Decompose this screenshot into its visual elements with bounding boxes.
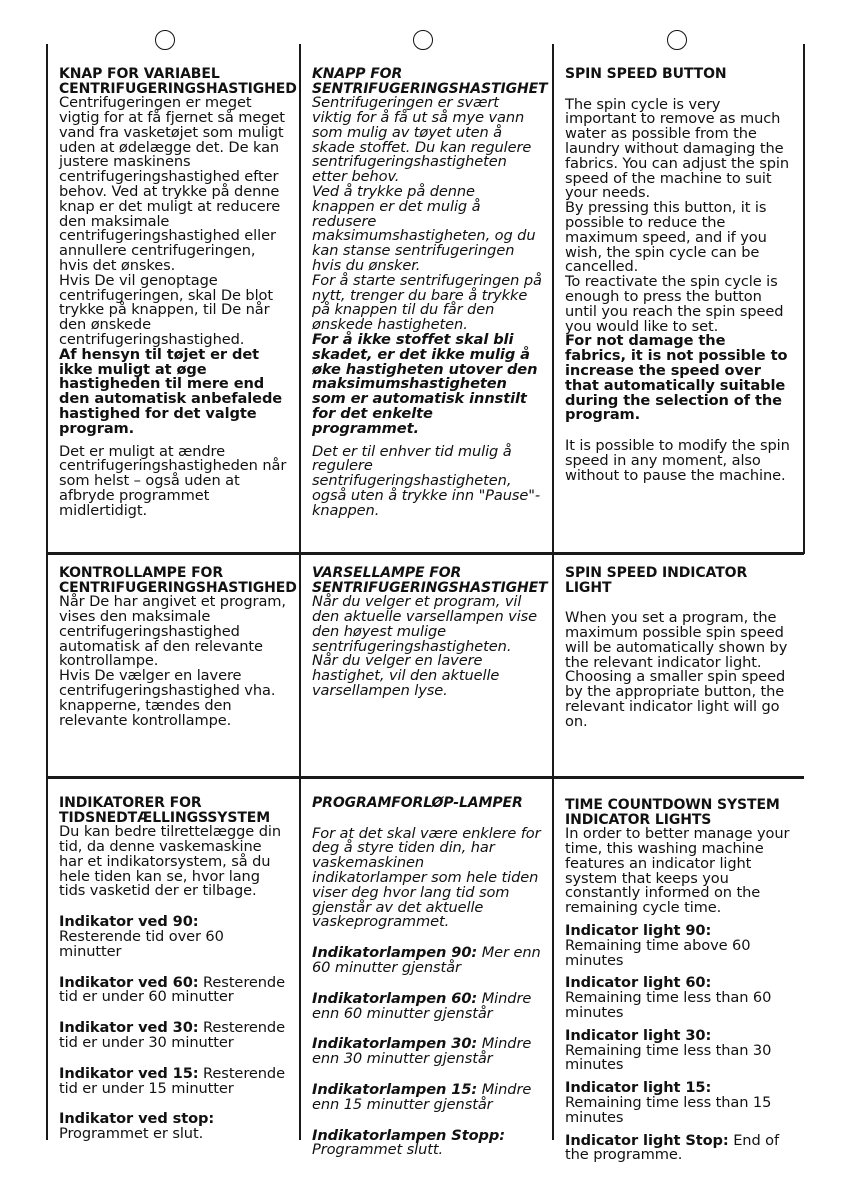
- spin-speed-button-en: [565, 67, 791, 484]
- spin-speed-button-da: [59, 66, 297, 519]
- paragraph: Når De har angivet et program, vises den maksimale centrifugeringshastighed automatisk af den relevante kontrollampe.: [59, 593, 286, 670]
- indicator-text: Remaining time less than 60 minutes: [565, 989, 772, 1021]
- spin-speed-indicator-da: [59, 565, 297, 729]
- indicator-item: [565, 1026, 791, 1074]
- indicator-label: Indicator light 90:: [565, 921, 712, 939]
- indicator-text: Remaining time less than 15 minutes: [565, 1093, 772, 1126]
- paragraph: To reactivate the spin cycle is enough to press the button until you reach the spin speed you would like to set.: [565, 273, 784, 335]
- indicator-text: Resterende tid er under 60 minutter: [59, 973, 285, 1006]
- paragraph: Ved å trykke på denne knappen er det mulig å redusere maksimumshastigheten, og du kan stanse sentrifugeringen hvis du ønsker.: [312, 182, 536, 274]
- countdown-indicators-no: [312, 796, 542, 1158]
- column-divider-mid2: [552, 44, 554, 1140]
- indicator-text: Mindre enn 60 minutter gjenstår: [312, 989, 532, 1022]
- spin-speed-indicator-en: [565, 566, 791, 730]
- warning-text: For not damage the fabrics, it is not possible to increase the speed over that automatically suitable during the selection of the program.: [565, 332, 788, 424]
- indicator-item: [312, 946, 542, 976]
- column-divider-mid1: [299, 44, 301, 1140]
- paragraph: Centrifugeringen er meget vigtig for at få fjernet så meget vand fra vasketøjet som muligt uden at ødelægge det. De kan justere maskinens centrifugeringshastighed efter behov. Ved at trykke på denne knap er det muligt at reducere den maksimale centrifugeringshastighed eller annullere centrifugeringen, hvis det ønskes.: [59, 94, 285, 274]
- paragraph: Når du velger en lavere hastighet, vil den aktuelle varsellampen lyse.: [312, 652, 500, 699]
- paragraph: Når du velger et program, vil den aktuelle varsellampen vise den høyest mulige sentrifugeringshastigheten.: [312, 593, 538, 655]
- indicator-label: Indikatorlampen 90:: [312, 944, 478, 962]
- section-title: VARSELLAMPE FOR SENTRIFUGERINGSHASTIGHET: [312, 565, 548, 596]
- paragraph: Det er til enhver tid mulig å regulere sentrifugeringshastigheten, også uten å trykke inn "Pause"-knappen.: [312, 442, 541, 519]
- warning-text: For å ikke stoffet skal bli skadet, er det ikke mulig å øke hastigheten utover den maksimumshastigheten som er automatisk innstilt for det enkelte programmet.: [312, 330, 538, 437]
- warning-text: Af hensyn til tøjet er det ikke muligt at øge hastigheden til mere end den automatisk anbefalede hastighed for det valgte program.: [59, 345, 283, 437]
- indicator-label: Indikatorlampen 30:: [312, 1035, 478, 1053]
- indicator-label: Indikatorlampen 15:: [312, 1080, 478, 1098]
- section-title: KONTROLLAMPE FOR CENTRIFUGERINGSHASTIGHED: [59, 565, 297, 596]
- paragraph: For å starte sentrifugeringen på nytt, trenger du bare å trykke på knappen til du får den ønskede hastigheten.: [312, 271, 542, 334]
- column-divider-left: [46, 44, 48, 1140]
- indicator-label: Indicator light 15:: [565, 1079, 712, 1097]
- paragraph: Du kan bedre tilrettelægge din tid, da denne vaskemaskine har et indikatorsystem, så du hele tiden kan se, hvor lang tids vasketid der er tilbage.: [59, 823, 281, 900]
- indicator-text: Programmet slutt.: [312, 1141, 443, 1159]
- spin-speed-indicator-no: [312, 565, 548, 699]
- indicator-text: Remaining time above 60 minutes: [565, 936, 751, 969]
- indicator-label: Indicator light 30:: [565, 1026, 712, 1044]
- indicator-item: [59, 1112, 289, 1142]
- paragraph: It is possible to modify the spin speed in any moment, also without to pause the machine.: [565, 437, 790, 484]
- paragraph: Sentrifugeringen er svært viktig for å få ut så mye vann som mulig av tøyet uten å skade stoffet. Du kan regulere sentrifugeringshastigheten etter behov.: [312, 94, 532, 186]
- indicator-item: [59, 973, 289, 1006]
- section-title: KNAP FOR VARIABEL CENTRIFUGERINGSHASTIGHED: [59, 66, 297, 97]
- section-title: SPIN SPEED BUTTON: [565, 66, 727, 82]
- countdown-indicators-da: [59, 796, 289, 1142]
- language-circle-norwegian: [413, 30, 433, 50]
- indicator-text: Resterende tid over 60 minutter: [59, 927, 224, 960]
- indicator-item: [565, 921, 791, 969]
- paragraph: By pressing this button, it is possible to reduce the maximum speed, and if you wish, the spin cycle can be cancelled.: [565, 199, 767, 276]
- indicator-item: [312, 1037, 542, 1067]
- indicator-text: Mindre enn 15 minutter gjenstår: [312, 1080, 532, 1113]
- indicator-label: Indikatorlampen 60:: [312, 989, 478, 1007]
- indicator-label: Indikator ved 30:: [59, 1019, 199, 1037]
- indicator-label: Indikatorlampen Stopp:: [312, 1126, 505, 1144]
- indicator-label: Indikator ved 60:: [59, 973, 199, 991]
- indicator-label: Indicator light 60:: [565, 974, 712, 992]
- indicator-item: [59, 1064, 289, 1097]
- paragraph: Hvis De vælger en lavere centrifugeringshastighed vha. knapperne, tændes den relevante kontrollampe.: [59, 667, 276, 729]
- indicator-text: Programmet er slut.: [59, 1125, 204, 1143]
- language-circle-english: [667, 30, 687, 50]
- indicator-text: Mer enn 60 minutter gjenstår: [312, 944, 541, 976]
- indicator-label: Indikator ved stop:: [59, 1110, 215, 1128]
- indicator-item: [312, 989, 542, 1022]
- indicator-item: [312, 1080, 542, 1113]
- indicator-text: Resterende tid er under 30 minutter: [59, 1019, 285, 1051]
- section-title: PROGRAMFORLØP-LAMPER: [312, 795, 523, 811]
- indicator-label: Indikator ved 15:: [59, 1064, 199, 1082]
- indicator-item: [312, 1126, 542, 1159]
- paragraph: Choosing a smaller spin speed by the appropriate button, the relevant indicator light will go on.: [565, 668, 786, 730]
- indicator-label: Indikator ved 90:: [59, 913, 199, 931]
- section-title: INDIKATORER FOR TIDSNEDTÆLLINGSSYSTEM: [59, 795, 271, 826]
- paragraph: In order to better manage your time, this washing machine features an indicator light system that keeps you constantly informed on the remaining cycle time.: [565, 825, 790, 917]
- row-divider-1: [46, 552, 804, 555]
- indicator-item: [565, 1131, 791, 1164]
- indicator-text: Resterende tid er under 15 minutter: [59, 1064, 285, 1097]
- indicator-text: Mindre enn 30 minutter gjenstår: [312, 1035, 532, 1068]
- language-circle-danish: [155, 30, 175, 50]
- spin-speed-button-no: [312, 66, 548, 519]
- indicator-text: End of the programme.: [565, 1131, 780, 1164]
- indicator-item: [59, 915, 289, 959]
- paragraph: When you set a program, the maximum possible spin speed will be automatically shown by the relevant indicator light.: [565, 609, 788, 671]
- row-divider-2: [46, 776, 804, 779]
- section-title: SPIN SPEED INDICATOR LIGHT: [565, 565, 748, 596]
- indicator-item: [565, 1081, 791, 1125]
- section-title: KNAPP FOR SENTRIFUGERINGSHASTIGHET: [312, 66, 548, 97]
- paragraph: For at det skal være enklere for deg å styre tiden din, har vaskemaskinen indikatorlamper som hele tiden viser deg hvor lang tid som gjenstår av det aktuelle vaskeprogrammet.: [312, 824, 541, 931]
- paragraph: Hvis De vil genoptage centrifugeringen, skal De blot trykke på knappen, til De når den ønskede centrifugeringshastighed.: [59, 271, 273, 348]
- paragraph: Det er muligt at ændre centrifugeringshastigheden når som helst – også uden at afbryde programmet midlertidigt.: [59, 442, 287, 519]
- indicator-item: [59, 1021, 289, 1051]
- column-divider-right: [803, 44, 805, 554]
- indicator-item: [565, 976, 791, 1020]
- section-title: TIME COUNTDOWN SYSTEM INDICATOR LIGHTS: [565, 797, 780, 828]
- indicator-label: Indicator light Stop:: [565, 1131, 729, 1149]
- paragraph: The spin cycle is very important to remove as much water as possible from the laundry without damaging the fabrics. You can adjust the spin speed of the machine to suit your needs.: [565, 95, 789, 202]
- indicator-text: Remaining time less than 30 minutes: [565, 1041, 772, 1074]
- countdown-indicators-en: [565, 798, 791, 1163]
